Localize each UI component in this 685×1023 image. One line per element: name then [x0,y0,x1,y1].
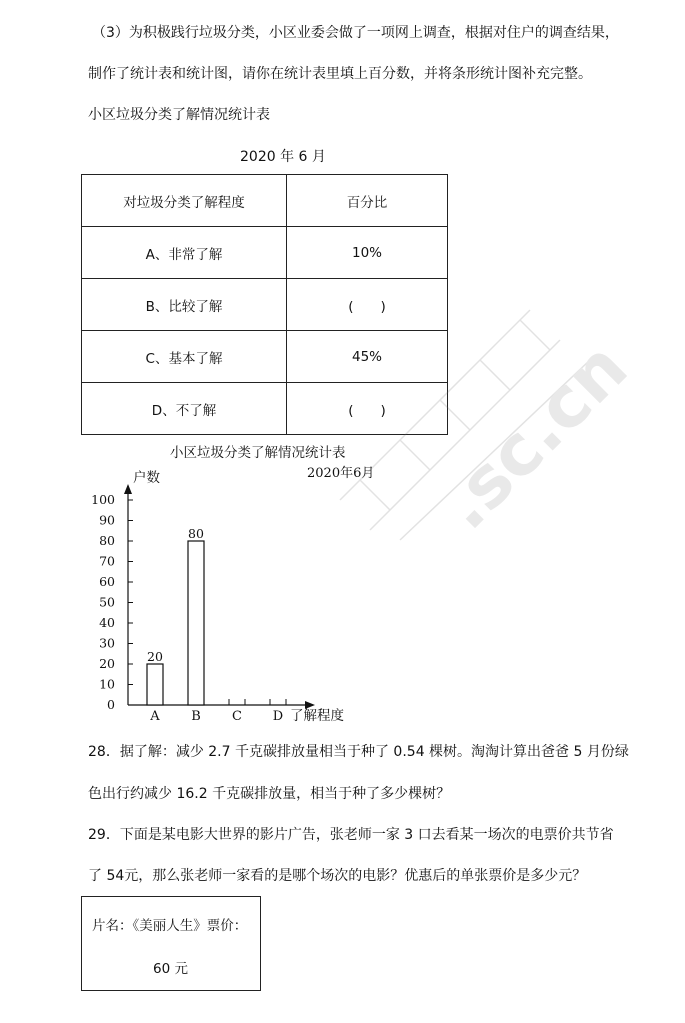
table-cell-level: A、非常了解 [82,227,287,279]
bar [147,664,163,705]
y-tick-label: 40 [99,615,115,630]
q29-line-1: 29．下面是某电影大世界的影片广告，张老师一家 3 口去看某一场次的电票价共节省 [88,827,614,843]
chart-subtitle: 2020年6月 [307,466,375,481]
table-title: 小区垃圾分类了解情况统计表 [88,107,270,123]
table-cell-level: C、基本了解 [82,331,287,383]
table-cell-percent-blank: ( ) [287,279,448,331]
table-cell-level: B、比较了解 [82,279,287,331]
y-tick-label: 90 [99,512,115,528]
table-cell-percent: 10% [287,227,448,279]
intro-line-1: （3）为积极践行垃圾分类，小区业委会做了一项网上调查，根据对住户的调查结果， [92,25,619,41]
x-tick-label: B [191,709,201,724]
ticket-price: 60 元 [153,961,188,977]
x-tick-label: C [232,709,242,724]
q29-line-2: 了 54元，那么张老师一家看的是哪个场次的电影？优惠后的单张票价是多少元？ [88,868,587,884]
y-tick-label: 10 [99,676,115,692]
bar-value-label: 20 [147,649,163,664]
q28-line-2: 色出行约减少 16.2 千克碳排放量，相当于种了多少棵树？ [88,786,451,802]
x-tick-label: A [150,709,160,724]
y-tick-label: 70 [99,553,115,569]
svg-text:.sc.cn: .sc.cn [424,326,644,546]
y-tick-label: 100 [91,492,115,507]
y-tick-label: 20 [99,656,115,671]
x-tick-label: D [272,709,284,724]
intro-line-2: 制作了统计表和统计图，请你在统计表里填上百分数，并将条形统计图补充完整。 [88,66,592,82]
bar-value-label: 80 [188,526,204,541]
ticket-title: 片名：《美丽人生》票价： [92,918,248,934]
table-header-percent: 百分比 [287,175,448,227]
y-tick-label: 30 [99,635,115,651]
y-tick-label: 50 [99,594,115,610]
y-axis-label: 户数 [133,470,160,486]
table-cell-percent: 45% [287,331,448,383]
y-tick-label: 60 [99,574,115,589]
bar [188,541,204,705]
y-tick-label: 80 [99,533,115,548]
table-cell-level: D、不了解 [82,383,287,435]
table-date: 2020 年 6 月 [240,149,326,165]
table-header-row [82,175,448,227]
y-tick-label: 0 [107,697,115,712]
q28-line-1: 28．据了解：减少 2.7 千克碳排放量相当于种了 0.54 棵树。淘淘计算出爸爸 5 月份绿 [88,744,629,760]
table-cell-percent-blank: ( ) [287,383,448,435]
movie-ticket-ad [81,896,261,991]
bar-chart [85,440,375,730]
chart-title: 小区垃圾分类了解情况统计表 [170,445,346,461]
table-header-level: 对垃圾分类了解程度 [82,175,287,227]
x-axis-label: 了解程度 [290,708,344,724]
y-axis-arrow [124,484,132,494]
